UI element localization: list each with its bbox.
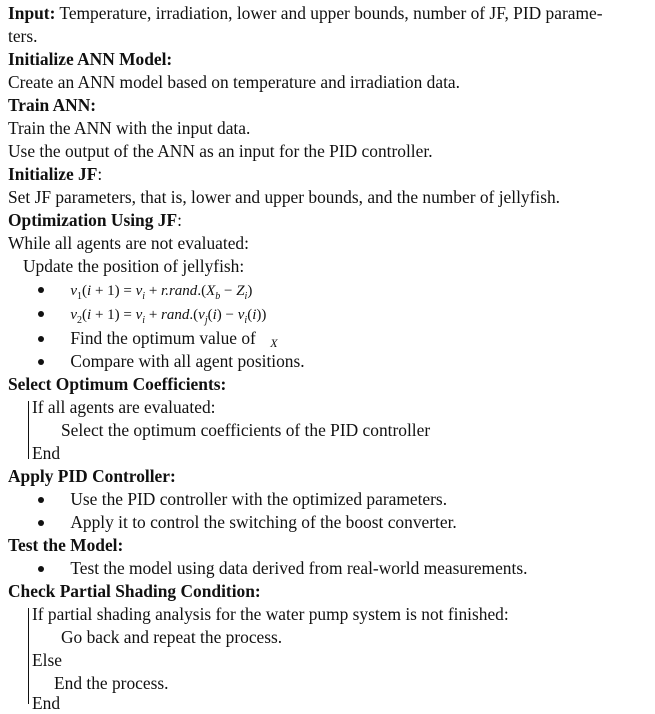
heading-select-optimum: Select Optimum Coefficients: xyxy=(8,374,227,394)
shading-else-line: Else xyxy=(32,650,62,670)
block-bracket xyxy=(28,401,29,459)
compare-text: Compare with all agent positions. xyxy=(70,351,305,371)
bullet-icon xyxy=(38,359,44,365)
bullet-icon xyxy=(38,497,44,503)
update-position-line: Update the position of jellyfish: xyxy=(23,256,245,276)
equation-1: $v_1(i + 1) = v_i$ + $r.rand.(X_b - Z_i)$ xyxy=(70,283,253,302)
shading-if-line: If partial shading analysis for the water pump system is not finished: xyxy=(32,604,509,624)
heading-apply-pid: Apply PID Controller: xyxy=(8,466,176,486)
apply-pid-item-1 xyxy=(38,488,447,510)
select-if-line: If all agents are evaluated: xyxy=(32,397,216,417)
bullet-icon xyxy=(38,287,44,293)
compare-item xyxy=(38,350,305,372)
find-optimum-text: Find the optimum value of xyxy=(70,328,256,348)
initialize-ann-text: Create an ANN model based on temperature and irradiation data. xyxy=(8,72,460,92)
test-model-item xyxy=(38,557,527,579)
bullet-icon xyxy=(38,311,44,317)
heading-partial-shading: Check Partial Shading Condition: xyxy=(8,581,261,601)
heading-optimization-line xyxy=(8,209,182,231)
input-label: Input: xyxy=(8,3,56,23)
heading-train-ann: Train ANN: xyxy=(8,95,97,115)
apply-pid-text-2: Apply it to control the switching of the boost converter. xyxy=(70,512,457,532)
equation-2: $v_2(i + 1) = v_i$ + $rand.(v_j(i) - v_i(i))$ xyxy=(70,307,267,326)
bullet-icon xyxy=(38,566,44,572)
select-action-line: Select the optimum coefficients of the PID controller xyxy=(61,420,431,440)
train-ann-line-2: Use the output of the ANN as an input for the PID controller. xyxy=(8,141,433,161)
heading-optimization: Optimization Using JF xyxy=(8,210,178,230)
shading-else-action: End the process. xyxy=(54,673,169,693)
bullet-icon xyxy=(38,520,44,526)
heading-optimization-colon: : xyxy=(177,210,182,230)
apply-pid-text-1: Use the PID controller with the optimized parameters. xyxy=(70,489,448,509)
heading-test-model: Test the Model: xyxy=(8,535,124,555)
heading-initialize-ann: Initialize ANN Model: xyxy=(8,49,173,69)
while-loop-line: While all agents are not evaluated: xyxy=(8,233,249,253)
heading-initialize-jf-line xyxy=(8,163,102,185)
test-model-text: Test the model using data derived from real-world measurements. xyxy=(70,558,528,578)
heading-initialize-jf: Initialize JF xyxy=(8,164,98,184)
shading-then-action: Go back and repeat the process. xyxy=(61,627,283,647)
initialize-jf-text: Set JF parameters, that is, lower and upper bounds, and the number of jellyfish. xyxy=(8,187,561,207)
apply-pid-item-2 xyxy=(38,511,457,533)
input-text-continued: ters. xyxy=(8,26,38,46)
optimum-variable: X xyxy=(270,336,278,350)
shading-end-line: End xyxy=(32,693,61,713)
heading-initialize-jf-colon: : xyxy=(97,164,103,184)
select-end-line: End xyxy=(32,443,61,463)
input-line xyxy=(8,2,603,24)
input-text: Temperature, irradiation, lower and upper bounds, number of JF, PID parame- xyxy=(55,3,603,23)
block-bracket xyxy=(28,608,29,704)
train-ann-line-1: Train the ANN with the input data. xyxy=(8,118,251,138)
find-optimum-item xyxy=(38,327,278,351)
bullet-icon xyxy=(38,336,44,342)
